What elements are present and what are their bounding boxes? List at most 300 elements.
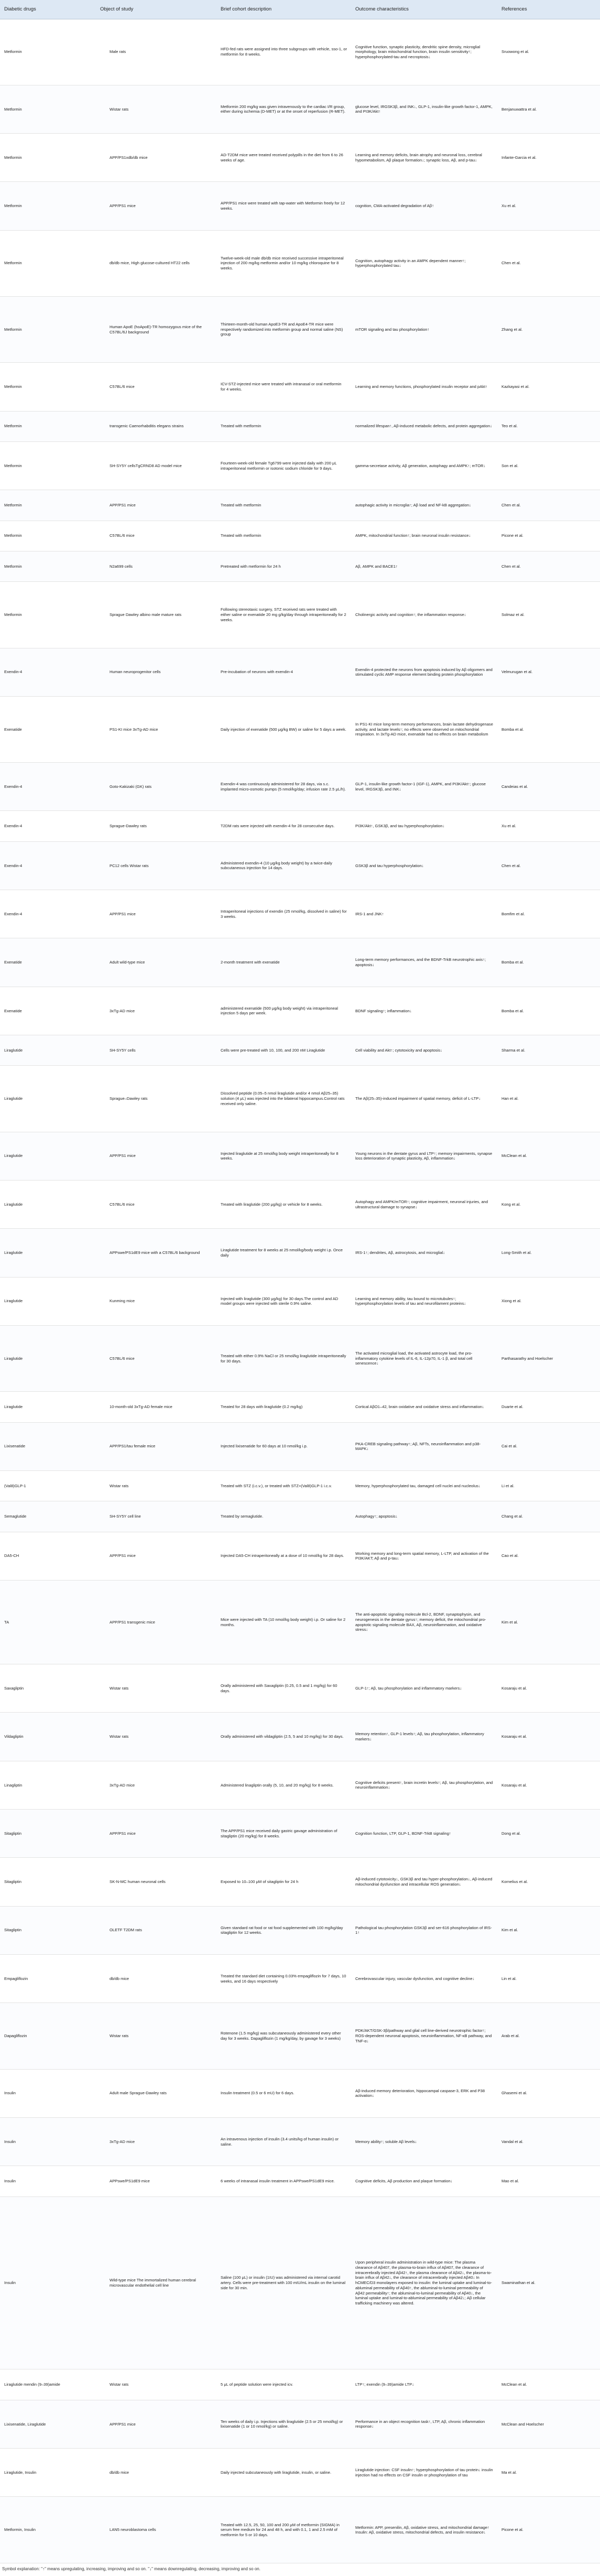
- cell-outcome: Memory ability↑; soluble Aβ levels↓: [351, 2117, 497, 2166]
- cell-cohort-description: Injected lixisenatide for 60 days at 10 nmol/kg i.p.: [216, 1422, 351, 1470]
- cell-object-of-study: db/db mice: [96, 2449, 216, 2497]
- cell-cohort-description: Orally administered with vildagliptin (2.5, 5 and 10 mg/kg) for 30 days.: [216, 1713, 351, 1761]
- table-row: [0, 521, 600, 551]
- table-row: [0, 1761, 600, 1809]
- cell-diabetic-drug: DA5-CH: [0, 1532, 96, 1580]
- cell-diabetic-drug: Exendin-4: [0, 811, 96, 841]
- table-row: [0, 1229, 600, 1277]
- cell-outcome: Learning and memory deficits, brain atrophy and neuronal loss, cerebral hypometabolism, Aβ plaque formation↓; synaptic loss, Aβ, and p-tau↓: [351, 134, 497, 182]
- table-body: [0, 19, 600, 2563]
- cell-reference: Mao et al.: [497, 2166, 600, 2196]
- cell-diabetic-drug: Metformin: [0, 441, 96, 490]
- cell-outcome: LTP↑; exendin (9–39)amide LTP↓: [351, 2369, 497, 2400]
- table-row: [0, 1132, 600, 1180]
- cell-diabetic-drug: Liraglutide: [0, 1229, 96, 1277]
- table-row: [0, 1501, 600, 1532]
- cell-diabetic-drug: Metformin, Insulin: [0, 2497, 96, 2563]
- cell-diabetic-drug: Lixisenatide: [0, 1422, 96, 1470]
- cell-object-of-study: 3xTg-AD mice: [96, 987, 216, 1035]
- cell-outcome: Cognitive function, synaptic plasticity, dendritic spine density, microglial morphology, brain mitochondrial function, brain insulin sensitivity↑; hyperphosphorylated-tau and necroptosis↓: [351, 19, 497, 85]
- cell-object-of-study: Wistar rats: [96, 2003, 216, 2069]
- cell-outcome: Pathological tau phosphorylation GSK3β and ser-616 phosphorylation of IRS-1↑: [351, 1906, 497, 1954]
- cell-diabetic-drug: Dapagliflozin: [0, 2003, 96, 2069]
- cell-outcome: Memory, hyperphosphorylated tau, damaged cell nuclei and nucleolus↓: [351, 1470, 497, 1501]
- cell-diabetic-drug: Insulin: [0, 2069, 96, 2117]
- header-diabetic-drugs: Diabetic drugs: [0, 0, 96, 19]
- cell-reference: Parthasarathy and Hoelscher: [497, 1325, 600, 1391]
- cell-diabetic-drug: Insulin: [0, 2117, 96, 2166]
- cell-reference: Cao et al.: [497, 1532, 600, 1580]
- cell-cohort-description: An intravenous injection of insulin (3.4 units/kg of human insulin) or saline.: [216, 2117, 351, 2166]
- cell-diabetic-drug: Metformin: [0, 134, 96, 182]
- table-row: [0, 1422, 600, 1470]
- cell-cohort-description: ICV-STZ-injected mice were treated with intranasal or oral metformin for 4 weeks.: [216, 363, 351, 411]
- cell-reference: Chang et al.: [497, 1501, 600, 1532]
- table-row: [0, 1325, 600, 1391]
- cell-cohort-description: Daily injection of exenatide (500 μg/kg BW) or saline for 5 days a week.: [216, 696, 351, 762]
- cell-cohort-description: Liraglutide treatment for 8 weeks at 25 nmol/kg/body weight i.p. Once daily: [216, 1229, 351, 1277]
- cell-reference: Bomba et al.: [497, 696, 600, 762]
- table-row: [0, 582, 600, 648]
- cell-diabetic-drug: Liraglutide: [0, 1181, 96, 1229]
- cell-cohort-description: Pre-incubation of neurons with exendin-4: [216, 648, 351, 696]
- cell-cohort-description: Twelve-week-old male db/db mice received successive intraperitoneal injection of 200 mg/kg metformin and/or 10 mg/kg chloroquine for 8 weeks.: [216, 230, 351, 296]
- cell-object-of-study: Human neuroprogenitor cells: [96, 648, 216, 696]
- table-row: [0, 2069, 600, 2117]
- cell-object-of-study: SH-SY5Y cells: [96, 1035, 216, 1066]
- cell-reference: Xu et al.: [497, 811, 600, 841]
- cell-diabetic-drug: Semaglutide: [0, 1501, 96, 1532]
- table-row: [0, 19, 600, 85]
- cell-cohort-description: Pretreated with metformin for 24 h: [216, 551, 351, 581]
- cell-reference: Sharma et al.: [497, 1035, 600, 1066]
- table-row: [0, 490, 600, 521]
- cell-diabetic-drug: Exenatide: [0, 696, 96, 762]
- cell-diabetic-drug: Exendin-4: [0, 763, 96, 811]
- cell-cohort-description: The APP/PS1 mice received daily gastric gavage administration of sitagliptin (20 mg/kg) for 8 weeks.: [216, 1810, 351, 1858]
- cell-object-of-study: Goto-Kakizaki (GK) rats: [96, 763, 216, 811]
- cell-diabetic-drug: Liraglutide: [0, 1392, 96, 1422]
- cell-reference: Xiong et al.: [497, 1277, 600, 1325]
- cell-outcome: Autophagy and AMPK/mTOR↑; cognitive impairment, neuronal injuries, and ultrastructural damage to synapse↓: [351, 1181, 497, 1229]
- cell-outcome: gamma-secretase activity, Aβ generation, autophagy and AMPK↑; mTOR↓: [351, 441, 497, 490]
- cell-object-of-study: Male rats: [96, 19, 216, 85]
- cell-cohort-description: 6 weeks of intranasal insulin treatment in APPswe/PS1dE9 mice.: [216, 2166, 351, 2196]
- cell-outcome: Cortical AβO1–42, brain oxidative and oxidative stress and inflammation↓: [351, 1392, 497, 1422]
- cell-outcome: Cognition, autophagy activity in an AMPK dependent manner↑; hyperphosphorylated tau↓: [351, 230, 497, 296]
- cell-object-of-study: Kunming mice: [96, 1277, 216, 1325]
- cell-diabetic-drug: Exendin-4: [0, 841, 96, 890]
- cell-cohort-description: Injected with liraglutide (300 μg/kg) for 30 days.The control and AD model groups were injected with sterile 0.9% saline.: [216, 1277, 351, 1325]
- cell-cohort-description: Given standard rat food or rat food supplemented with 100 mg/kg/day sitagliptin for 12 weeks.: [216, 1906, 351, 1954]
- cell-object-of-study: APP/PS1 mice: [96, 490, 216, 521]
- table-row: [0, 763, 600, 811]
- cell-cohort-description: Treated with either 0.9% NaCl or 25 nmol/kg liraglutide intraperitoneally for 30 days.: [216, 1325, 351, 1391]
- cell-diabetic-drug: Insulin: [0, 2166, 96, 2196]
- cell-outcome: Aβ-induced memory deterioration, hippocampal caspase-3, ERK and P38 activation↓: [351, 2069, 497, 2117]
- table-row: [0, 363, 600, 411]
- cell-object-of-study: SK-N-MC human neuronal cells: [96, 1858, 216, 1906]
- cell-reference: Ghasemi et al.: [497, 2069, 600, 2117]
- cell-object-of-study: APP/PS1xdb/db mice: [96, 134, 216, 182]
- header-outcome-characteristics: Outcome characteristics: [351, 0, 497, 19]
- cell-diabetic-drug: Sitagliptin: [0, 1906, 96, 1954]
- cell-diabetic-drug: Metformin: [0, 363, 96, 411]
- cell-diabetic-drug: Exenatide: [0, 938, 96, 987]
- cell-cohort-description: Treated with metformin: [216, 411, 351, 441]
- cell-reference: Kazkayasi et al.: [497, 363, 600, 411]
- cell-outcome: Aβ-induced cytotoxicity↓, GSK3β and tau hyper-phosphorylation↓, Aβ-induced mitochondrial dysfunction and intracellular ROS generation↓: [351, 1858, 497, 1906]
- cell-outcome: IRS-1↑; dendrites, Aβ, astrocytosis, and microglial↓: [351, 1229, 497, 1277]
- cell-object-of-study: SH-SY5Y cellsTgCRND8 AD model mice: [96, 441, 216, 490]
- cell-outcome: Cell viability and Akt↑; cytotoxicity and apoptosis↓: [351, 1035, 497, 1066]
- cell-outcome: Cognitive deficits, Aβ production and plaque formation↓: [351, 2166, 497, 2196]
- cell-cohort-description: APP/PS1 mice were treated with tap-water with Metformin freely for 12 weeks.: [216, 182, 351, 230]
- cell-cohort-description: Saline (100 μL) or insulin (1IU) was administered via internal carotid artery. Cells were pre-treatment with 100 mIU/mL insulin on the luminal side for 30 min.: [216, 2196, 351, 2369]
- cell-reference: Infante-Garcia et al.: [497, 134, 600, 182]
- cell-object-of-study: APP/PS1 mice: [96, 1132, 216, 1180]
- cell-diabetic-drug: Liraglutide mendin (9–39)amide: [0, 2369, 96, 2400]
- cell-diabetic-drug: Insulin: [0, 2196, 96, 2369]
- cell-diabetic-drug: Metformin: [0, 551, 96, 581]
- header-references: References: [497, 0, 600, 19]
- table-row: [0, 2117, 600, 2166]
- cell-object-of-study: Wistar rats: [96, 1470, 216, 1501]
- cell-object-of-study: db/db mice, High glucose-cultured HT22 cells: [96, 230, 216, 296]
- cell-diabetic-drug: Vildagliptin: [0, 1713, 96, 1761]
- cell-object-of-study: Wild-type mice The immortalized human cerebral microvascular endothelial cell line: [96, 2196, 216, 2369]
- table-row: [0, 1906, 600, 1954]
- cell-object-of-study: PC12 cells Wistar rats: [96, 841, 216, 890]
- cell-reference: Kosaraju et al.: [497, 1761, 600, 1809]
- cell-cohort-description: 2-month treatment with exenatide: [216, 938, 351, 987]
- cell-reference: Dong et al.: [497, 1810, 600, 1858]
- cell-object-of-study: db/db mice: [96, 1955, 216, 2003]
- cell-object-of-study: APPswe/PS1dE9 mice with a C57BL/6 background: [96, 1229, 216, 1277]
- table-row: [0, 1955, 600, 2003]
- cell-diabetic-drug: Liraglutide: [0, 1132, 96, 1180]
- cell-reference: Solmaz et al.: [497, 582, 600, 648]
- cell-cohort-description: Administered exendin-4 (10 μg/kg body weight) by a twice-daily subcutaneous injection for 14 days.: [216, 841, 351, 890]
- cell-object-of-study: Wistar rats: [96, 1664, 216, 1713]
- cell-object-of-study: Wistar rats: [96, 1713, 216, 1761]
- cell-diabetic-drug: Empagliflozin: [0, 1955, 96, 2003]
- header-row: [0, 0, 600, 19]
- cell-diabetic-drug: Metformin: [0, 182, 96, 230]
- table-row: [0, 85, 600, 133]
- table-row: [0, 890, 600, 938]
- cell-cohort-description: Treated the standard diet containing 0.03% empagliflozin for 7 days, 10 weeks, and 16 days respectively: [216, 1955, 351, 2003]
- cell-object-of-study: C57BL/6 mice: [96, 1325, 216, 1391]
- header-object-of-study: Object of study: [96, 0, 216, 19]
- cell-object-of-study: 3xTg-AD mice: [96, 1761, 216, 1809]
- cell-reference: Lin et al.: [497, 1955, 600, 2003]
- cell-diabetic-drug: Metformin: [0, 19, 96, 85]
- cell-cohort-description: HFD-fed rats were assigned into three subgroups with vehicle, sso-1, or metformin for 8 weeks.: [216, 19, 351, 85]
- table-row: [0, 1066, 600, 1132]
- cell-cohort-description: T2DM rats were injected with exendin-4 for 28 consecutive days.: [216, 811, 351, 841]
- cell-cohort-description: Treated with metformin: [216, 521, 351, 551]
- cell-cohort-description: administered exenatide (500 μg/kg body weight) via intraperitoneal injection 5 days per week.: [216, 987, 351, 1035]
- cell-object-of-study: Sprague-Dawley rats: [96, 811, 216, 841]
- cell-reference: Kim et al.: [497, 1906, 600, 1954]
- cell-object-of-study: N2a699 cells: [96, 551, 216, 581]
- cell-cohort-description: Insulin treatment (0.5 or 6 mU) for 6 days.: [216, 2069, 351, 2117]
- cell-outcome: BDNF signaling↑; inflammation↓: [351, 987, 497, 1035]
- cell-diabetic-drug: Saxagliptin: [0, 1664, 96, 1713]
- cell-cohort-description: AD-T2DM mice were treated received polypills in the diet from 6 to 26 weeks of age.: [216, 134, 351, 182]
- cell-reference: Velmurugan et al.: [497, 648, 600, 696]
- cell-object-of-study: Human ApoE (hoApoE)-TR homozygous mice of the C57BL/6J background: [96, 296, 216, 362]
- cell-cohort-description: Cells were pre-treated with 10, 100, and 200 nM Liraglutide: [216, 1035, 351, 1066]
- cell-diabetic-drug: Liraglutide: [0, 1035, 96, 1066]
- table-row: [0, 230, 600, 296]
- cell-object-of-study: APPswe/PS1dE9 mice: [96, 2166, 216, 2196]
- cell-reference: Picone et al.: [497, 521, 600, 551]
- cell-outcome: In PS1-KI mice long-term memory performances, brain lactate dehydrogenase activity, and lactate levels↑; no effects were observed on mitochondrial respiration. In 3xTg-AD mice, exenatide had no effects on brain metabolism: [351, 696, 497, 762]
- cell-reference: Long-Smith et al.: [497, 1229, 600, 1277]
- cell-object-of-study: transgenic Caenorhabditis elegans strains: [96, 411, 216, 441]
- table-row: [0, 134, 600, 182]
- cell-outcome: Metformin: APP, presenilin, Aβ, oxidative stress, and mitochondrial damage↑ Insulin: Aβ, oxidative stress, mitochondrial defects, and insulin resistance↓: [351, 2497, 497, 2563]
- cell-diabetic-drug: Exendin-4: [0, 890, 96, 938]
- cell-object-of-study: C57BL/6 mice: [96, 363, 216, 411]
- cell-cohort-description: Injected DA5-CH intraperitoneally at a dose of 10 nmol/kg for 28 days.: [216, 1532, 351, 1580]
- table-row: [0, 1580, 600, 1664]
- cell-diabetic-drug: TA: [0, 1580, 96, 1664]
- cell-reference: Xu et al.: [497, 182, 600, 230]
- cell-reference: Bomba et al.: [497, 987, 600, 1035]
- cell-cohort-description: Intraperitoneal injections of exendin (25 nmol/kg, dissolved in saline) for 3 weeks.: [216, 890, 351, 938]
- cell-outcome: mTOR signaling and tau phosphorylation↑: [351, 296, 497, 362]
- table-row: [0, 2196, 600, 2369]
- table-row: [0, 1532, 600, 1580]
- table-row: [0, 182, 600, 230]
- table-header: [0, 0, 600, 19]
- cell-reference: McClean et al.: [497, 2369, 600, 2400]
- cell-object-of-study: Wistar rats: [96, 2369, 216, 2400]
- cell-reference: Chen et al.: [497, 490, 600, 521]
- cell-diabetic-drug: Lixisenatide, Liraglutide: [0, 2400, 96, 2448]
- table-row: [0, 2497, 600, 2563]
- table-row: [0, 1277, 600, 1325]
- cell-diabetic-drug: Metformin: [0, 582, 96, 648]
- cell-outcome: Cognitive deficits present↑, brain incretin levels↑; Aβ, tau phosphorylation, and neuroinflammation↓: [351, 1761, 497, 1809]
- cell-reference: Duarte et al.: [497, 1392, 600, 1422]
- cell-reference: Chen et al.: [497, 551, 600, 581]
- table-row: [0, 296, 600, 362]
- table-row: [0, 1181, 600, 1229]
- cell-reference: Kornelius et al.: [497, 1858, 600, 1906]
- cell-outcome: Liraglutide injection: CSF insulin↑; hyperphosphorylation of tau protein↓ insulin injection had no effects on CSF insulin or phosphorylation of tau: [351, 2449, 497, 2497]
- header-cohort-description: Brief cohort description: [216, 0, 351, 19]
- cell-reference: Chen et al.: [497, 230, 600, 296]
- cell-object-of-study: APP/PS1 mice: [96, 182, 216, 230]
- cell-reference: Teo et al.: [497, 411, 600, 441]
- cell-object-of-study: Adult male Sprague-Dawley rats: [96, 2069, 216, 2117]
- cell-object-of-study: Wistar rats: [96, 85, 216, 133]
- cell-reference: Kim et al.: [497, 1580, 600, 1664]
- cell-reference: Han et al.: [497, 1066, 600, 1132]
- cell-outcome: IRS-1 and JNK↑: [351, 890, 497, 938]
- table-row: [0, 841, 600, 890]
- cell-reference: McClean et al.: [497, 1132, 600, 1180]
- cell-reference: Chen et al.: [497, 841, 600, 890]
- cell-diabetic-drug: (Val8)GLP-1: [0, 1470, 96, 1501]
- cell-outcome: Exendin-4 protected the neurons from apoptosis induced by Aβ oligomers and stimulated cyclic AMP response element binding protein phosphorylation: [351, 648, 497, 696]
- cell-cohort-description: Metformin 200 mg/kg was given intravenously to the cardiac I/R group, either during ischemia (D-MET) or at the onset of reperfusion (R-MET).: [216, 85, 351, 133]
- cell-diabetic-drug: Metformin: [0, 230, 96, 296]
- table-row: [0, 811, 600, 841]
- cell-reference: Son et al.: [497, 441, 600, 490]
- cell-cohort-description: Treated with STZ (i.c.v.), or treated with STZ+(Val8)GLP-1 i.c.v.: [216, 1470, 351, 1501]
- cell-outcome: The activated microglial load, the activated astrocyte load, the pro-inflammatory cytokine levels of IL-6, IL-12p70, IL-1 β, and total cell senescence↓: [351, 1325, 497, 1391]
- cell-cohort-description: Rotenone (1.5 mg/kg) was subcutaneously administered every other day for 3 weeks. Dapagliflozin (1 mg/kg/day, by gavage for 3 weeks): [216, 2003, 351, 2069]
- cell-outcome: Young neurons in the dentate gyrus and LTP↑; memory impairments, synapse loss deterioration of synaptic plasticity, Aβ, inflammation↓: [351, 1132, 497, 1180]
- cell-object-of-study: LAN5 neuroblastoma cells: [96, 2497, 216, 2563]
- cell-reference: Swaminathan et al.: [497, 2196, 600, 2369]
- table-row: [0, 2369, 600, 2400]
- cell-reference: Cai et al.: [497, 1422, 600, 1470]
- cell-object-of-study: Sprague–Dawley rats: [96, 1066, 216, 1132]
- cell-outcome: cognition, CMA-activated degradation of Aβ↑: [351, 182, 497, 230]
- cell-object-of-study: PS1-KI mice 3xTg-AD mice: [96, 696, 216, 762]
- cell-diabetic-drug: Exendin-4: [0, 648, 96, 696]
- cell-reference: Bomba et al.: [497, 938, 600, 987]
- cell-outcome: Working memory and long-term spatial memory, L-LTP, and activation of the PI3K/AKT; Aβ and p-tau↓: [351, 1532, 497, 1580]
- cell-diabetic-drug: Metformin: [0, 296, 96, 362]
- cell-reference: Picone et al.: [497, 2497, 600, 2563]
- cell-reference: Ma et al.: [497, 2449, 600, 2497]
- cell-outcome: PDK/AKT/GSK-3β/pathway and glial cell line-derived neurotrophic factor↑; ROS-dependent neuronal apoptosis, neuroinflammation, NF-κB pathway, and TNF-α↓: [351, 2003, 497, 2069]
- table-row: [0, 441, 600, 490]
- cell-cohort-description: Treated with liraglutide (200 μg/kg) or vehicle for 8 weeks.: [216, 1181, 351, 1229]
- cell-cohort-description: Treated with metformin: [216, 490, 351, 521]
- table-row: [0, 551, 600, 581]
- cell-diabetic-drug: Liraglutide: [0, 1325, 96, 1391]
- cell-cohort-description: Treated for 28 days with liraglutide (0.2 mg/kg): [216, 1392, 351, 1422]
- table-row: [0, 987, 600, 1035]
- cell-diabetic-drug: Metformin: [0, 521, 96, 551]
- cell-outcome: PI3K/Akt↑, GSK3β, and tau hyperphosphorylation↓: [351, 811, 497, 841]
- cell-outcome: PKA-CREB signaling pathway↑; Aβ, NFTs, neuroinflammation and p38-MAPK↓: [351, 1422, 497, 1470]
- cell-outcome: Upon peripheral insulin administration in wild-type mice: The plasma clearance of Aβ407, the plasma-to-brain influx of Aβ407, the clearance of intracerebrally injected Aβ42↑, the plasma clearance of Aβ42↓, the plasma-to-brain influx of Aβ42↓, the clearance of intracerebrally injected Aβ40↓ In hCMEC/D3 monolayers exposed to insulin: the luminal uptake and luminal-to-abluminal permeability of Aβ40↑, the abluminal-to-luminal permeability of Aβ42 permeability↑; the abluminal-to-luminal permeability of Aβ40↓, the luminal uptake and luminal-to-abluminal permeability of Aβ42↓; Aβ cellular trafficking machinery was altered.: [351, 2196, 497, 2369]
- cell-cohort-description: Treated with 12.5, 25, 50, 100 and 200 μM of metformin (SIGMA) in serum free medium for 24 and 48 h, and with 0.1, 1 and 2.5 mM of metformin for 5 or 10 days.: [216, 2497, 351, 2563]
- cell-object-of-study: Sprague Dawley albino male mature rats: [96, 582, 216, 648]
- table-footnote: Symbol explanation: "↑" means upregulating, increasing, improving and so on. "↓" means downregulating, decreasing, improving and so on.: [2, 2567, 260, 2571]
- cell-diabetic-drug: Metformin: [0, 85, 96, 133]
- cell-outcome: Memory retention↑, GLP-1 levels↑; Aβ, tau phosphorylation, inflammatory markers↓: [351, 1713, 497, 1761]
- cell-cohort-description: Orally administered with Saxagliptin (0.25, 0.5 and 1 mg/kg) for 60 days.: [216, 1664, 351, 1713]
- cell-outcome: Learning and memory functions, phosphorylated insulin receptor and pAkt↑: [351, 363, 497, 411]
- cell-object-of-study: APP/PS1 transgenic mice: [96, 1580, 216, 1664]
- cell-outcome: glucose level, IRGSK3β, and INK↓, GLP-1, insulin-like growth factor-1, AMPK, and PI3K/Akt↑: [351, 85, 497, 133]
- cell-outcome: Cholinergic activity and cognition↑; the inflammation response↓: [351, 582, 497, 648]
- cell-cohort-description: Injected liraglutide at 25 nmol/kg body weight intraperitoneally for 8 weeks.: [216, 1132, 351, 1180]
- cell-outcome: AMPK, mitochondrial function↑; brain neuronal insulin resistance↓: [351, 521, 497, 551]
- cell-outcome: autophagic activity in microglia↑; Aβ load and NF-kB aggregation↓: [351, 490, 497, 521]
- cell-diabetic-drug: Liraglutide: [0, 1277, 96, 1325]
- cell-cohort-description: Ten weeks of daily i.p. Injections with liraglutide (2.5 or 25 nmol/kg) or lixisenatide (1 or 10 nmol/kg) or saline.: [216, 2400, 351, 2448]
- cell-diabetic-drug: Metformin: [0, 411, 96, 441]
- cell-object-of-study: APP/PS1 mice: [96, 1532, 216, 1580]
- cell-outcome: normalized lifespan↑, Aβ-induced metabolic defects, and protein aggregation↓: [351, 411, 497, 441]
- table-row: [0, 1713, 600, 1761]
- cell-cohort-description: Following stereotaxic surgery, STZ received rats were treated with either saline or exenatide 20 mg g/kg/day through intraperitoneally for 2 weeks.: [216, 582, 351, 648]
- cell-cohort-description: Mice were injected with TA (10 nmol/kg body weight) i.p. Or saline for 2 months.: [216, 1580, 351, 1664]
- cell-object-of-study: OLETF T2DM rats: [96, 1906, 216, 1954]
- cell-object-of-study: APP/PS1 mice: [96, 1810, 216, 1858]
- table-row: [0, 1470, 600, 1501]
- cell-outcome: GLP-1, insulin-like growth factor-1 (IGF-1), AMPK, and PI3K/Akt↑; glucose level, IRGSK3β, and INK↓: [351, 763, 497, 811]
- cell-cohort-description: 5 μL of peptide solution were injected icv.: [216, 2369, 351, 2400]
- cell-reference: Candeias et al.: [497, 763, 600, 811]
- cell-cohort-description: Dissolved peptide (0.05–5 nmol liraglutide and/or 4 nmol Aβ25–35) solution (4 μL) was injected into the bilateral hippocampus.Control rats received only saline.: [216, 1066, 351, 1132]
- cell-outcome: The anti-apoptotic signaling molecule Bcl-2, BDNF, synaptophysin, and neurogenesis in the dentate gyrus↑; memory deficit, the mitochondrial pro-apoptotic signaling molecule BAX, Aβ, neuroinflammation, and oxidative stress↓: [351, 1580, 497, 1664]
- table-row: [0, 2003, 600, 2069]
- cell-outcome: Aβ, AMPK and BACE1↑: [351, 551, 497, 581]
- table-row: [0, 938, 600, 987]
- cell-reference: Arab et al.: [497, 2003, 600, 2069]
- table-row: [0, 1858, 600, 1906]
- cell-outcome: GSK3β and tau hyperphosphorylation↓: [351, 841, 497, 890]
- cell-reference: Kong et al.: [497, 1181, 600, 1229]
- cell-diabetic-drug: Liraglutide: [0, 1066, 96, 1132]
- cell-object-of-study: 3xTg-AD mice: [96, 2117, 216, 2166]
- cell-diabetic-drug: Liraglutide, Insulin: [0, 2449, 96, 2497]
- cell-cohort-description: Fourteen-week-old female Tg6799 were injected daily with 200 μL intraperitoneal metformin or isotonic sodium chloride for 9 days.: [216, 441, 351, 490]
- cell-diabetic-drug: Exenatide: [0, 987, 96, 1035]
- cell-cohort-description: Thirteen-month-old human ApoE3-TR and ApoE4-TR mice were respectively randomized into metformin group and normal saline (NS) group: [216, 296, 351, 362]
- cell-object-of-study: APP/PS1 mice: [96, 890, 216, 938]
- cell-reference: Bomfim et al.: [497, 890, 600, 938]
- cell-outcome: Autophagy↑; apoptosis↓: [351, 1501, 497, 1532]
- cell-reference: Vandal et al.: [497, 2117, 600, 2166]
- table-row: [0, 2166, 600, 2196]
- cell-object-of-study: 10-month-old 3xTg-AD female mice: [96, 1392, 216, 1422]
- cell-outcome: GLP-1↑; Aβ, tau phosphorylation and inflammatory markers↓: [351, 1664, 497, 1713]
- cell-outcome: Learning and memory ability, tau bound to microtubules↑; hyperphosphorylation levels of tau and neurofilament proteins↓: [351, 1277, 497, 1325]
- cell-diabetic-drug: Sitagliptin: [0, 1858, 96, 1906]
- table-row: [0, 1392, 600, 1422]
- cell-reference: Sruowong et al.: [497, 19, 600, 85]
- cell-object-of-study: APP/PS1/tau female mice: [96, 1422, 216, 1470]
- cell-object-of-study: C57BL/6 mice: [96, 1181, 216, 1229]
- cell-cohort-description: Daily injected subcutaneously with liraglutide, insulin, or saline.: [216, 2449, 351, 2497]
- cell-outcome: Performance in an object recognition task↑, LTP, Aβ, chronic inflammation response↓: [351, 2400, 497, 2448]
- cell-cohort-description: Treated by semaglutide.: [216, 1501, 351, 1532]
- cell-diabetic-drug: Linagliptin: [0, 1761, 96, 1809]
- cell-cohort-description: Exendin-4 was continuously administered for 28 days, via s.c. implanted micro-osmotic pumps (5 nmol/kg/day; infusion rate 2.5 μL/h).: [216, 763, 351, 811]
- cell-object-of-study: Adult wild-type mice: [96, 938, 216, 987]
- cell-cohort-description: Exposed to 10–100 μM of sitagliptin for 24 h: [216, 1858, 351, 1906]
- cell-diabetic-drug: Metformin: [0, 490, 96, 521]
- cell-reference: Kosaraju et al.: [497, 1713, 600, 1761]
- cell-reference: Li et al.: [497, 1470, 600, 1501]
- table-row: [0, 1664, 600, 1713]
- cell-object-of-study: C57BL/6 mice: [96, 521, 216, 551]
- table-row: [0, 1035, 600, 1066]
- table-row: [0, 696, 600, 762]
- cell-reference: Zhang et al.: [497, 296, 600, 362]
- cell-outcome: Cerebrovascular injury, vascular dysfunction, and cognitive decline↓: [351, 1955, 497, 2003]
- cell-diabetic-drug: Sitagliptin: [0, 1810, 96, 1858]
- table-row: [0, 648, 600, 696]
- cell-cohort-description: Administered linagliptin orally (5, 10, and 20 mg/kg) for 8 weeks.: [216, 1761, 351, 1809]
- table-row: [0, 2449, 600, 2497]
- table-row: [0, 411, 600, 441]
- cell-reference: Benjanuwattra et al.: [497, 85, 600, 133]
